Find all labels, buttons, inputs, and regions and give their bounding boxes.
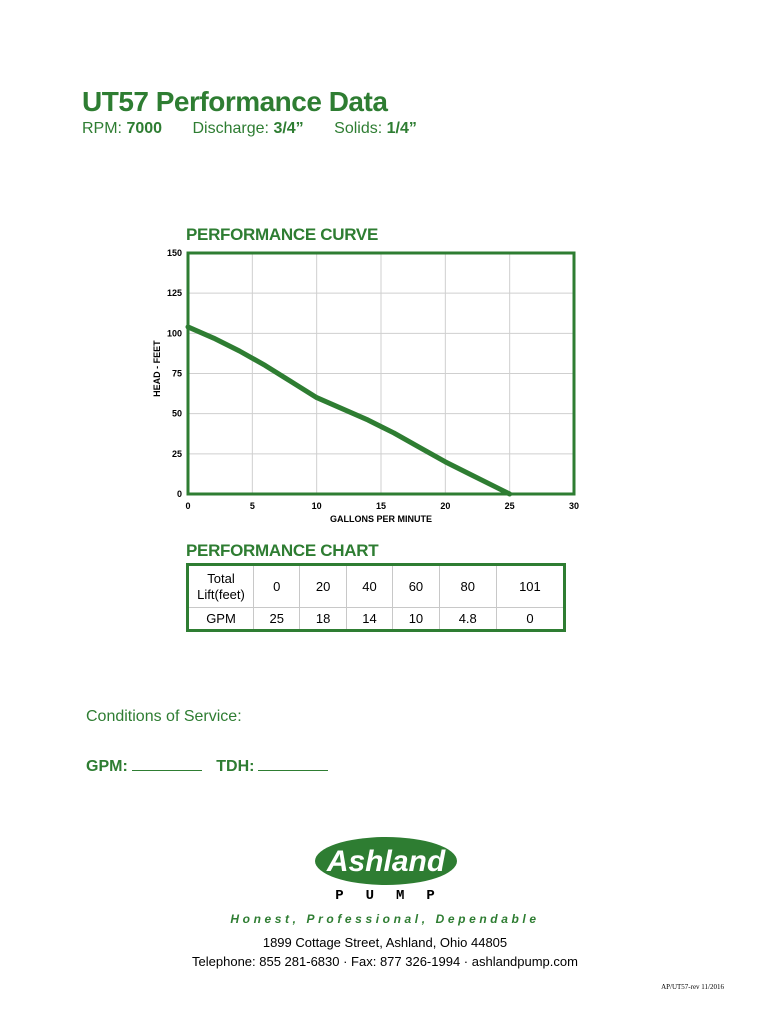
table-cell: 10 [393, 608, 439, 629]
table-cell: 80 [439, 566, 496, 608]
performance-chart-table [186, 563, 566, 632]
company-contact: Telephone: 855 281-6830 · Fax: 877 326-1994 · ashlandpump.com [192, 954, 578, 969]
table-cell: 25 [254, 608, 300, 629]
performance-curve-title: PERFORMANCE CURVE [186, 225, 378, 244]
gpm-blank [132, 756, 202, 771]
table-cell: 101 [496, 566, 563, 608]
y-tick-label: 0 [176, 489, 182, 499]
table-cell: 18 [300, 608, 346, 629]
gpm-fill-label: GPM: [86, 758, 128, 775]
solids-label: Solids: [334, 120, 383, 137]
x-tick-label: 25 [504, 501, 515, 511]
pump-wordmark: PUMP [335, 888, 457, 904]
x-tick-label: 0 [185, 501, 191, 511]
table-cell: 0 [526, 611, 534, 627]
y-axis-label: HEAD - FEET [152, 340, 162, 397]
rpm-label: RPM: [82, 120, 122, 137]
performance-curve-chart [140, 245, 590, 525]
table-row-gpm [189, 608, 563, 629]
table-cell: 40 [346, 566, 392, 608]
tdh-fill-label: TDH: [216, 758, 255, 775]
discharge-value: 3/4” [273, 120, 304, 137]
x-tick-label: 30 [568, 501, 580, 511]
x-tick-label: 5 [249, 501, 255, 511]
tdh-blank [258, 756, 328, 771]
table-row-label-gpm: GPM [189, 608, 254, 629]
conditions-fill-line [86, 756, 338, 776]
x-axis-label: GALLONS PER MINUTE [329, 514, 433, 524]
pump-specs [82, 120, 443, 138]
ashland-logo [313, 834, 459, 888]
discharge-label: Discharge: [192, 120, 269, 137]
y-tick-label: 25 [171, 448, 182, 459]
solids-spec [334, 120, 417, 137]
lift-label-line2: Lift(feet) [197, 586, 245, 602]
table-row-lift [189, 566, 563, 608]
company-address: 1899 Cottage Street, Ashland, Ohio 44805 [262, 935, 508, 950]
company-tagline: Honest, Professional, Dependable [230, 912, 540, 926]
table-cell: 4.8 [439, 608, 496, 629]
lift-label-line1: Total [207, 570, 235, 586]
table-row-label-lift [189, 566, 254, 608]
logo-text: Ashland [326, 845, 446, 878]
conditions-heading: Conditions of Service: [86, 708, 242, 725]
y-tick-label: 75 [171, 368, 182, 379]
table-cell: 60 [393, 566, 439, 608]
performance-curve-line [188, 327, 510, 494]
x-tick-label: 15 [375, 501, 387, 511]
y-tick-label: 125 [166, 288, 182, 299]
y-tick-label: 50 [171, 408, 182, 419]
table-cell: 14 [346, 608, 392, 629]
rpm-spec [82, 120, 167, 137]
performance-chart-title: PERFORMANCE CHART [186, 541, 379, 560]
table-cell: 20 [300, 566, 346, 608]
revision-code: AP/UT57-rev 11/2016 [661, 983, 724, 991]
solids-value: 1/4” [386, 120, 417, 137]
y-tick-label: 150 [166, 248, 182, 258]
table-cell: 0 [254, 566, 300, 608]
y-tick-label: 100 [166, 328, 182, 339]
x-tick-label: 20 [440, 501, 451, 511]
page-title: UT57 Performance Data [82, 86, 388, 117]
rpm-value: 7000 [126, 120, 163, 137]
x-tick-label: 10 [311, 501, 322, 511]
discharge-spec [193, 120, 309, 137]
